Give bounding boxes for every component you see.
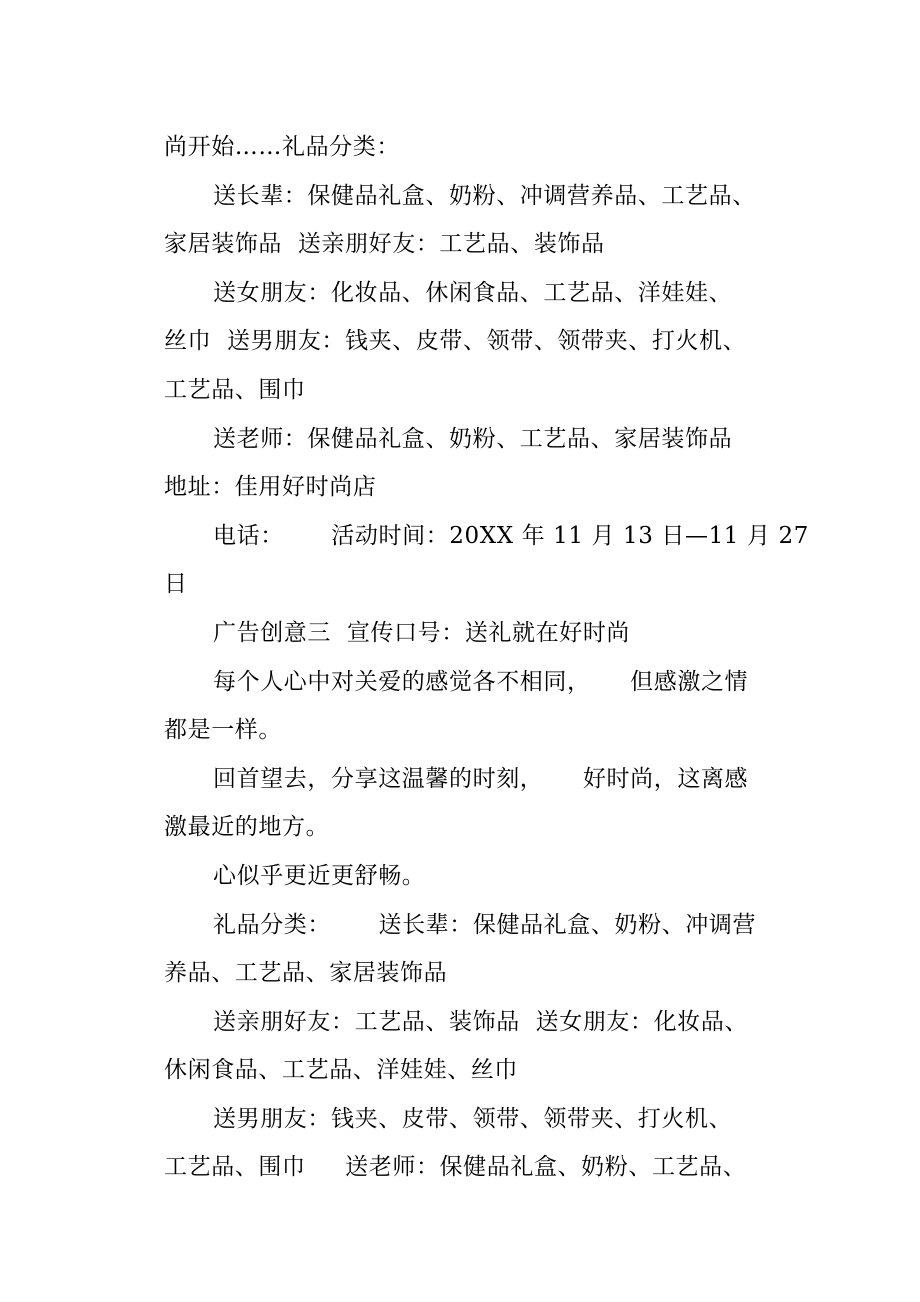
text-line: 尚开始……礼品分类：: [164, 134, 400, 160]
text-line: 养品、工艺品、家居装饰品: [164, 960, 448, 987]
text-line: 地址：佳用好时尚店: [164, 474, 377, 501]
text-line: 家居装饰品 送亲朋好友：工艺品、装饰品: [164, 231, 605, 258]
text-line: 送女朋友：化妆品、休闲食品、工艺品、洋娃娃、: [213, 279, 733, 306]
text-line: 每个人心中对关爱的感觉各不相同， 但感激之情: [213, 668, 749, 695]
text-line: 广告创意三 宣传口号：送礼就在好时尚: [213, 619, 631, 646]
text-line: 礼品分类： 送长辈：保健品礼盒、奶粉、冲调营: [213, 911, 757, 938]
text-line: 休闲食品、工艺品、洋娃娃、丝巾: [164, 1057, 518, 1084]
text-line: 送老师：保健品礼盒、奶粉、工艺品、家居装饰品: [213, 425, 733, 452]
text-line: 回首望去，分享这温馨的时刻， 好时尚，这离感: [213, 765, 749, 792]
text-line: 送长辈：保健品礼盒、奶粉、冲调营养品、工艺品、: [213, 182, 756, 209]
text-line: 都是一样。: [164, 717, 282, 744]
document-body: [164, 123, 809, 1192]
text-line: 丝巾 送男朋友：钱夹、皮带、领带、领带夹、打火机、: [164, 328, 747, 355]
text-line: 工艺品、围巾: [164, 376, 306, 403]
text-line: 日: [164, 571, 188, 598]
text-line: 电话： 活动时间：20XX 年 11 月 13 日—11 月 27: [213, 522, 809, 549]
text-line: 工艺品、围巾 送老师：保健品礼盒、奶粉、工艺品、: [164, 1154, 747, 1181]
text-line: 心似乎更近更舒畅。: [213, 862, 426, 889]
text-line: 送男朋友：钱夹、皮带、领带、领带夹、打火机、: [213, 1105, 733, 1132]
text-line: 激最近的地方。: [164, 814, 330, 841]
text-line: 送亲朋好友：工艺品、装饰品 送女朋友：化妆品、: [213, 1008, 749, 1035]
